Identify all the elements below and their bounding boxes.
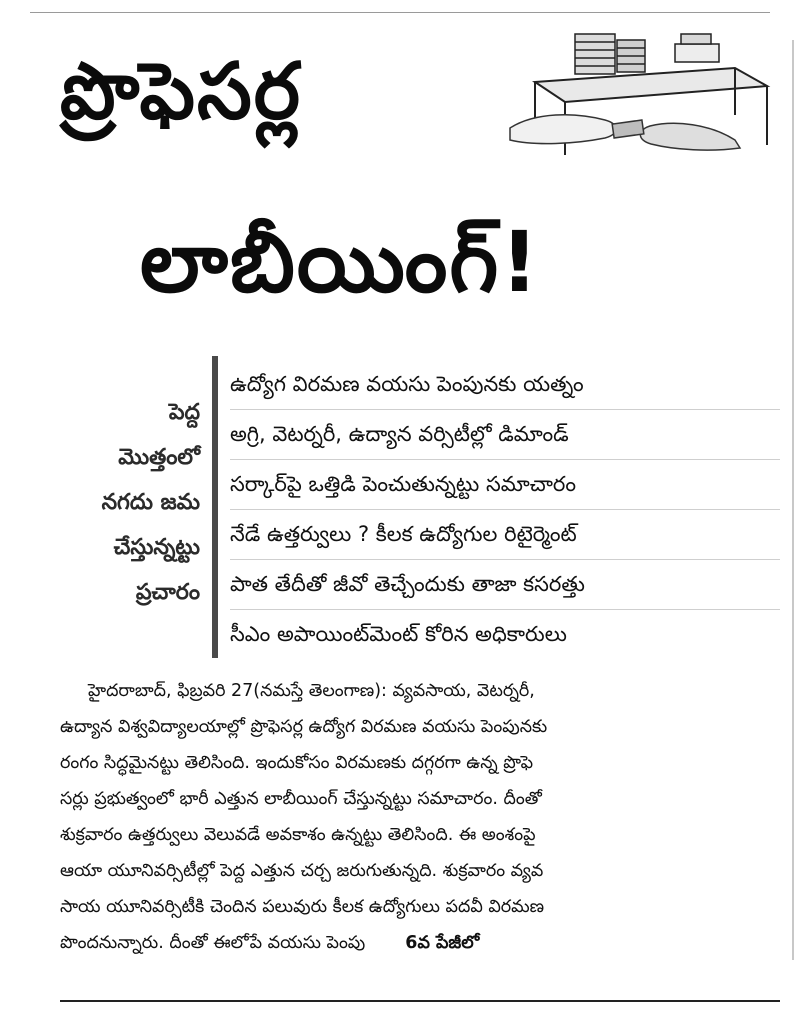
sidebar-line: చేస్తున్నట్టు (113, 535, 200, 560)
highlight-list (230, 360, 780, 659)
article-line: ఆయా యూనివర్సిటీల్లో పెద్ద ఎత్తున చర్చ జరుగుతున్నది. శుక్రవారం వ్యవ (60, 861, 544, 881)
sidebar-line: నగదు జమ (101, 490, 200, 515)
article-line: రంగం సిద్ధమైనట్టు తెలిసింది. ఇందుకోసం విరమణకు దగ్గరగా ఉన్న ప్రొఫె (60, 753, 534, 773)
top-rule (30, 12, 770, 13)
highlight-item: సర్కార్‌పై ఒత్తిడి పెంచుతున్నట్టు సమాచారం (230, 460, 780, 510)
typewriter-icon (675, 34, 719, 62)
bottom-rule (60, 1000, 780, 1002)
article-line: సర్లు ప్రభుత్వంలో భారీ ఎత్తున లాబీయింగ్ చేస్తున్నట్టు సమాచారం. దీంతో (60, 789, 542, 809)
article-line: హైదరాబాద్, ఫిబ్రవరి 27(నమస్తే తెలంగాణ): వ్యవసాయ, వెటర్నరీ, (88, 681, 535, 701)
article-last-line (60, 925, 780, 961)
continuation-link[interactable]: 6వ పేజీలో (405, 933, 480, 953)
vertical-divider (212, 356, 218, 658)
bribe-illustration (505, 20, 775, 160)
sidebar-line: ప్రచారం (135, 580, 200, 605)
hands-icon (510, 115, 740, 150)
article-line: శుక్రవారం ఉత్తర్వులు వెలువడే అవకాశం ఉన్నట్టు తెలిసింది. ఈ అంశంపై (60, 825, 536, 845)
highlight-item: నేడే ఉత్తర్వులు ? కీలక ఉద్యోగుల రిటైర్మెంట్ (230, 510, 780, 560)
sidebar-callout (20, 390, 200, 615)
article-line: సాయ యూనివర్సిటీకి చెందిన పలువురు కీలక ఉద్యోగులు పదవీ విరమణ (60, 897, 545, 917)
headline-line-2: లాబీయింగ్! (140, 213, 541, 311)
article-body (60, 673, 780, 961)
article-last-line-text: పొందనున్నారు. దీంతో ఈలోపే వయసు పెంపు (60, 933, 366, 953)
highlight-item: ఉద్యోగ విరమణ వయసు పెంపునకు యత్నం (230, 360, 780, 410)
highlight-item: అగ్రి, వెటర్నరీ, ఉద్యాన వర్సిటీల్లో డిమాండ్ (230, 410, 780, 460)
sidebar-line: మొత్తంలో (118, 445, 200, 470)
highlight-item: సీఎం అపాయింట్‌మెంట్ కోరిన అధికారులు (230, 622, 567, 646)
headline-line-1: ప్రొఫెసర్ల (60, 47, 303, 137)
sidebar-line: పెద్ద (168, 400, 200, 425)
right-rule (792, 40, 794, 960)
highlight-item: పాత తేదీతో జీవో తెచ్చేందుకు తాజా కసరత్తు (230, 560, 780, 610)
file-stack-icon (575, 34, 645, 74)
article-line: ఉద్యాన విశ్వవిద్యాలయాల్లో ప్రొఫెసర్ల ఉద్యోగ విరమణ వయసు పెంపునకు (60, 717, 548, 737)
